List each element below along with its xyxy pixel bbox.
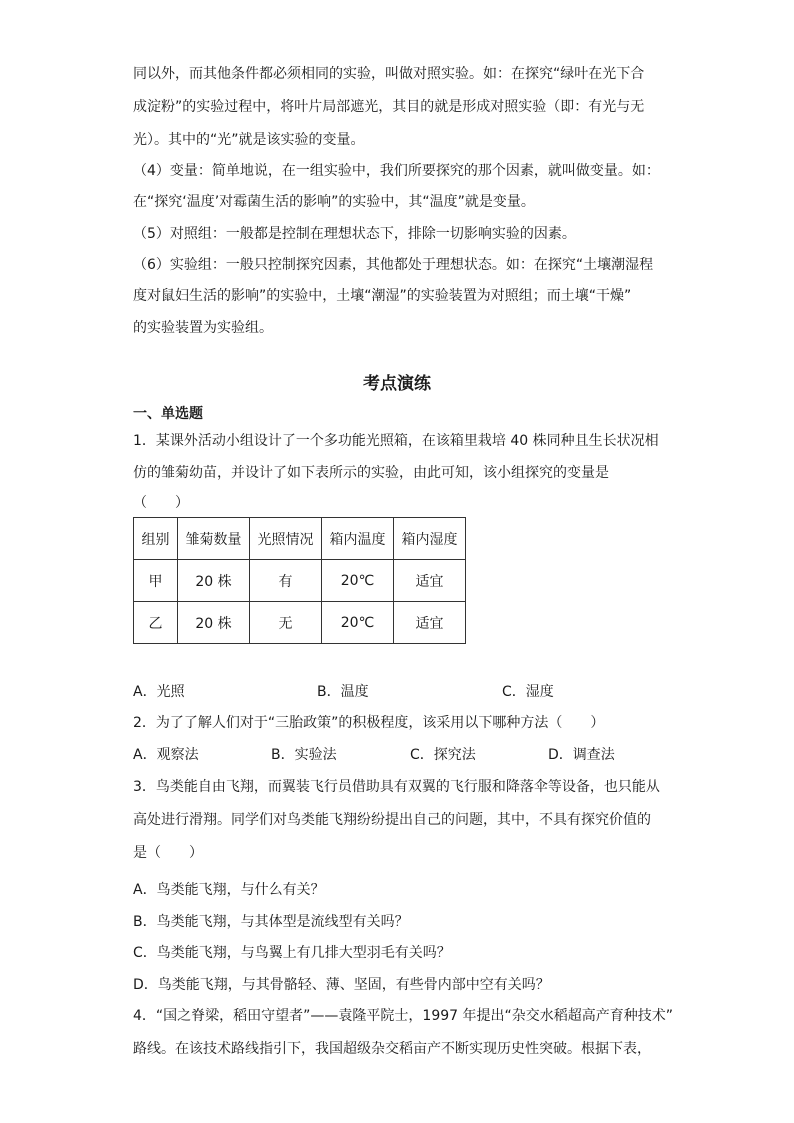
- intro-line: （6）实验组：一般只控制探究因素，其他都处于理想状态。如：在探究“土壤潮湿程: [133, 257, 654, 273]
- table-header-cell: 箱内温度: [322, 518, 394, 560]
- q1-line: 1．某课外活动小组设计了一个多功能光照箱，在该箱里栽培 40 株同种且生长状况相: [133, 433, 659, 449]
- q1-line: 仿的雏菊幼苗，并设计了如下表所示的实验，由此可知，该小组探究的变量是: [133, 465, 609, 481]
- q3-option-c[interactable]: C．鸟类能飞翔，与鸟翼上有几排大型羽毛有关吗？: [133, 945, 451, 961]
- q1-option-a[interactable]: A．光照: [133, 684, 185, 700]
- table-header-row: [134, 518, 466, 560]
- section-heading: 一、单选题: [133, 406, 203, 422]
- q2-option-d[interactable]: D．调查法: [548, 747, 615, 763]
- table-header-cell: 光照情况: [250, 518, 322, 560]
- q4-line: 4．“国之脊梁，稻田守望者”——袁隆平院士，1997 年提出“杂交水稻超高产育种技术”: [133, 1008, 673, 1024]
- q3-option-a[interactable]: A．鸟类能飞翔，与什么有关？: [133, 882, 325, 898]
- intro-line: 成淀粉”的实验过程中，将叶片局部遮光，其目的就是形成对照实验（即：有光与无: [133, 99, 645, 115]
- table-header-cell: 雏菊数量: [178, 518, 250, 560]
- table-cell: 20℃: [322, 560, 394, 602]
- table-cell: 适宜: [394, 602, 466, 644]
- intro-line: 同以外，而其他条件都必须相同的实验，叫做对照实验。如：在探究“绿叶在光下合: [133, 66, 645, 82]
- section-title: 考点演练: [363, 374, 431, 394]
- q2-line: 2．为了了解人们对于“三胎政策”的积极程度，该采用以下哪种方法（ ）: [133, 715, 605, 731]
- table-header-cell: 箱内湿度: [394, 518, 466, 560]
- intro-line: 在“探究‘温度’对霉菌生活的影响”的实验中，其“温度”就是变量。: [133, 194, 535, 210]
- table-cell: 甲: [134, 560, 178, 602]
- q1-option-c[interactable]: C．湿度: [502, 684, 554, 700]
- q3-line: 是（ ）: [133, 845, 203, 861]
- table-cell: 20 株: [178, 560, 250, 602]
- q3-option-b[interactable]: B．鸟类能飞翔，与其体型是流线型有关吗？: [133, 914, 409, 930]
- experiment-table: [133, 517, 466, 644]
- table-cell: 20 株: [178, 602, 250, 644]
- table-row: [134, 602, 466, 644]
- table-cell: 有: [250, 560, 322, 602]
- intro-line: （5）对照组：一般都是控制在理想状态下，排除一切影响实验的因素。: [133, 226, 576, 242]
- intro-line: 光）。其中的“光”就是该实验的变量。: [133, 132, 365, 148]
- q1-option-b[interactable]: B．温度: [317, 684, 369, 700]
- q2-option-c[interactable]: C．探究法: [410, 747, 476, 763]
- intro-line: 的实验装置为实验组。: [133, 320, 273, 336]
- q2-option-a[interactable]: A．观察法: [133, 747, 199, 763]
- table-cell: 无: [250, 602, 322, 644]
- intro-line: （4）变量：简单地说，在一组实验中，我们所要探究的那个因素，就叫做变量。如：: [133, 163, 660, 179]
- table-header-cell: 组别: [134, 518, 178, 560]
- intro-line: 度对鼠妇生活的影响”的实验中，土壤“潮湿”的实验装置为对照组；而土壤“干燥”: [133, 288, 632, 304]
- q3-line: 高处进行滑翔。同学们对鸟类能飞翔纷纷提出自己的问题，其中，不具有探究价值的: [133, 812, 651, 828]
- table-cell: 20℃: [322, 602, 394, 644]
- table-row: [134, 560, 466, 602]
- table-cell: 乙: [134, 602, 178, 644]
- q1-line: （ ）: [133, 495, 189, 511]
- table-cell: 适宜: [394, 560, 466, 602]
- q3-line: 3．鸟类能自由飞翔，而翼装飞行员借助具有双翼的飞行服和降落伞等设备，也只能从: [133, 779, 660, 795]
- q3-option-d[interactable]: D．鸟类能飞翔，与其骨骼轻、薄、坚固，有些骨内部中空有关吗？: [133, 977, 550, 993]
- q4-line: 路线。在该技术路线指引下，我国超级杂交稻亩产不断实现历史性突破。根据下表，: [133, 1041, 651, 1057]
- q2-option-b[interactable]: B．实验法: [271, 747, 337, 763]
